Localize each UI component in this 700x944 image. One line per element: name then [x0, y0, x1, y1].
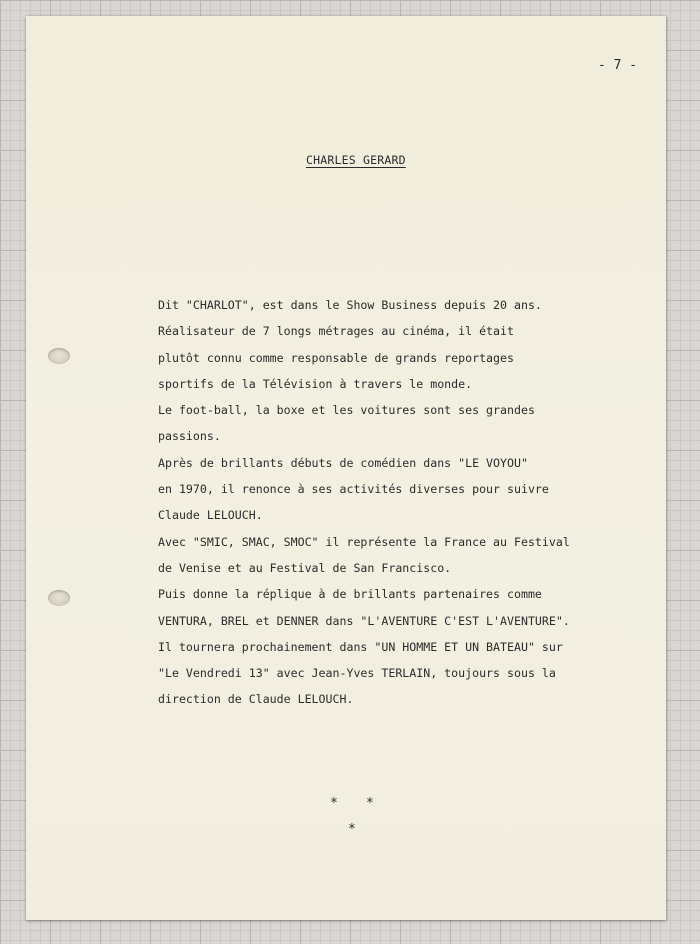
- text-line: Claude LELOUCH.: [158, 508, 263, 523]
- asterisk-mark: *: [330, 796, 338, 811]
- asterisk-mark: *: [348, 822, 356, 837]
- text-line: Le foot-ball, la boxe et les voitures sont ses grandes: [158, 403, 535, 418]
- text-line: "Le Vendredi 13" avec Jean-Yves TERLAIN, toujours sous la: [158, 666, 556, 681]
- text-line: Réalisateur de 7 longs métrages au cinéma, il était: [158, 324, 514, 339]
- text-line: VENTURA, BREL et DENNER dans "L'AVENTURE C'EST L'AVENTURE".: [158, 613, 570, 628]
- biography-text: [158, 292, 648, 713]
- asterisk-mark: *: [366, 796, 374, 811]
- text-line: sportifs de la Télévision à travers le monde.: [158, 376, 473, 391]
- punch-hole: [48, 590, 70, 606]
- typewritten-page: [26, 16, 666, 920]
- text-line: de Venise et au Festival de San Francisco.: [158, 560, 452, 575]
- text-line: Dit "CHARLOT", est dans le Show Business depuis 20 ans.: [158, 298, 542, 312]
- text-line: Avec "SMIC, SMAC, SMOC" il représente la France au Festival: [158, 534, 570, 549]
- page-title: CHARLES GERARD: [306, 153, 406, 167]
- text-line: Après de brillants débuts de comédien dans "LE VOYOU": [158, 455, 528, 470]
- text-line: passions.: [158, 429, 221, 444]
- text-line: direction de Claude LELOUCH.: [158, 692, 354, 707]
- text-line: Il tournera prochainement dans "UN HOMME ET UN BATEAU" sur: [158, 639, 563, 654]
- text-line: Puis donne la réplique à de brillants partenaires comme: [158, 587, 542, 602]
- closing-asterisks: [326, 796, 386, 836]
- page-number: - 7 -: [598, 58, 638, 73]
- text-line: en 1970, il renonce à ses activités diverses pour suivre: [158, 482, 549, 497]
- punch-hole: [48, 348, 70, 364]
- text-line: plutôt connu comme responsable de grands reportages: [158, 350, 514, 365]
